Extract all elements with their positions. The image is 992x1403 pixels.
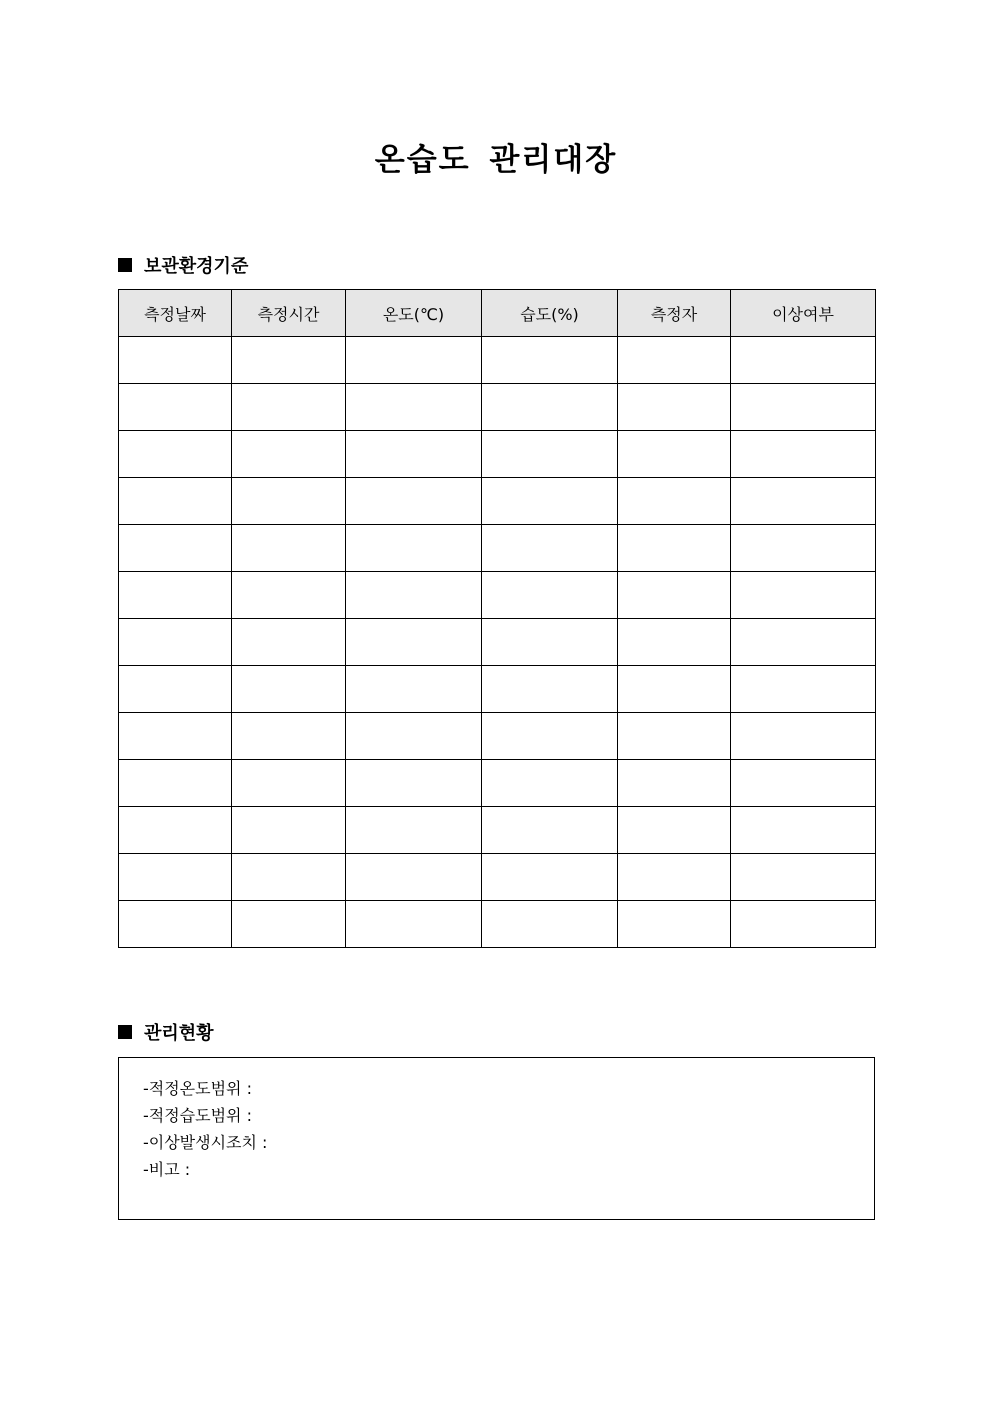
- time-cell: [232, 525, 346, 572]
- table-row: [119, 807, 876, 854]
- temperature-cell: [346, 572, 482, 619]
- time-cell: [232, 760, 346, 807]
- table-row: [119, 901, 876, 948]
- time-cell: [232, 337, 346, 384]
- section-heading-status: [118, 1019, 214, 1045]
- inspector-cell: [618, 666, 731, 713]
- humidity-cell: [482, 572, 618, 619]
- abnormal-cell: [731, 760, 876, 807]
- date-cell: [119, 807, 232, 854]
- date-cell: [119, 525, 232, 572]
- date-cell: [119, 713, 232, 760]
- abnormal-cell: [731, 431, 876, 478]
- table-row: [119, 525, 876, 572]
- time-cell: [232, 854, 346, 901]
- column-header-abnormal: 이상여부: [731, 290, 876, 337]
- abnormal-cell: [731, 713, 876, 760]
- date-cell: [119, 478, 232, 525]
- status-line-remarks: -비고 :: [143, 1160, 191, 1179]
- humidity-cell: [482, 854, 618, 901]
- table-row: [119, 619, 876, 666]
- status-line-abnormal-action: -이상발생시조치 :: [143, 1133, 268, 1152]
- status-box: [118, 1057, 875, 1220]
- abnormal-cell: [731, 525, 876, 572]
- date-cell: [119, 854, 232, 901]
- abnormal-cell: [731, 572, 876, 619]
- temperature-cell: [346, 713, 482, 760]
- temperature-cell: [346, 901, 482, 948]
- abnormal-cell: [731, 854, 876, 901]
- inspector-cell: [618, 572, 731, 619]
- humidity-cell: [482, 384, 618, 431]
- abnormal-cell: [731, 619, 876, 666]
- date-cell: [119, 619, 232, 666]
- time-cell: [232, 384, 346, 431]
- inspector-cell: [618, 478, 731, 525]
- temperature-cell: [346, 807, 482, 854]
- time-cell: [232, 431, 346, 478]
- humidity-cell: [482, 666, 618, 713]
- inspector-cell: [618, 619, 731, 666]
- status-line-temperature-range: -적정온도범위 :: [143, 1079, 252, 1098]
- table-row: [119, 337, 876, 384]
- abnormal-cell: [731, 384, 876, 431]
- table-row: [119, 572, 876, 619]
- square-bullet-icon: [118, 1025, 132, 1039]
- time-cell: [232, 901, 346, 948]
- date-cell: [119, 384, 232, 431]
- inspector-cell: [618, 760, 731, 807]
- column-header-date: 측정날짜: [119, 290, 232, 337]
- abnormal-cell: [731, 478, 876, 525]
- time-cell: [232, 666, 346, 713]
- table-row: [119, 431, 876, 478]
- table-row: [119, 478, 876, 525]
- date-cell: [119, 572, 232, 619]
- column-header-inspector: 측정자: [618, 290, 731, 337]
- humidity-cell: [482, 478, 618, 525]
- column-header-temperature: 온도(℃): [346, 290, 482, 337]
- date-cell: [119, 760, 232, 807]
- time-cell: [232, 713, 346, 760]
- humidity-cell: [482, 525, 618, 572]
- page-title: 온습도 관리대장: [374, 142, 618, 178]
- date-cell: [119, 337, 232, 384]
- temperature-cell: [346, 431, 482, 478]
- humidity-cell: [482, 807, 618, 854]
- table-row: [119, 760, 876, 807]
- temperature-cell: [346, 337, 482, 384]
- time-cell: [232, 572, 346, 619]
- measurement-table: [118, 289, 876, 948]
- humidity-cell: [482, 760, 618, 807]
- column-header-humidity: 습도(%): [482, 290, 618, 337]
- table-row: [119, 384, 876, 431]
- inspector-cell: [618, 713, 731, 760]
- abnormal-cell: [731, 666, 876, 713]
- status-line-humidity-range: -적정습도범위 :: [143, 1106, 252, 1125]
- humidity-cell: [482, 337, 618, 384]
- table-row: [119, 666, 876, 713]
- table-row: [119, 713, 876, 760]
- time-cell: [232, 619, 346, 666]
- inspector-cell: [618, 807, 731, 854]
- abnormal-cell: [731, 807, 876, 854]
- humidity-cell: [482, 431, 618, 478]
- inspector-cell: [618, 431, 731, 478]
- inspector-cell: [618, 337, 731, 384]
- time-cell: [232, 807, 346, 854]
- inspector-cell: [618, 854, 731, 901]
- temperature-cell: [346, 525, 482, 572]
- date-cell: [119, 431, 232, 478]
- section-heading-storage: [118, 252, 248, 278]
- abnormal-cell: [731, 901, 876, 948]
- table-header-row: [119, 290, 876, 337]
- humidity-cell: [482, 619, 618, 666]
- temperature-cell: [346, 478, 482, 525]
- date-cell: [119, 901, 232, 948]
- temperature-cell: [346, 666, 482, 713]
- humidity-cell: [482, 901, 618, 948]
- square-bullet-icon: [118, 258, 132, 272]
- temperature-cell: [346, 760, 482, 807]
- temperature-cell: [346, 384, 482, 431]
- temperature-cell: [346, 619, 482, 666]
- time-cell: [232, 478, 346, 525]
- section-heading-label: 관리현황: [144, 1023, 214, 1044]
- inspector-cell: [618, 525, 731, 572]
- inspector-cell: [618, 901, 731, 948]
- humidity-cell: [482, 713, 618, 760]
- column-header-time: 측정시간: [232, 290, 346, 337]
- section-heading-label: 보관환경기준: [144, 256, 249, 277]
- abnormal-cell: [731, 337, 876, 384]
- inspector-cell: [618, 384, 731, 431]
- table-row: [119, 854, 876, 901]
- temperature-cell: [346, 854, 482, 901]
- date-cell: [119, 666, 232, 713]
